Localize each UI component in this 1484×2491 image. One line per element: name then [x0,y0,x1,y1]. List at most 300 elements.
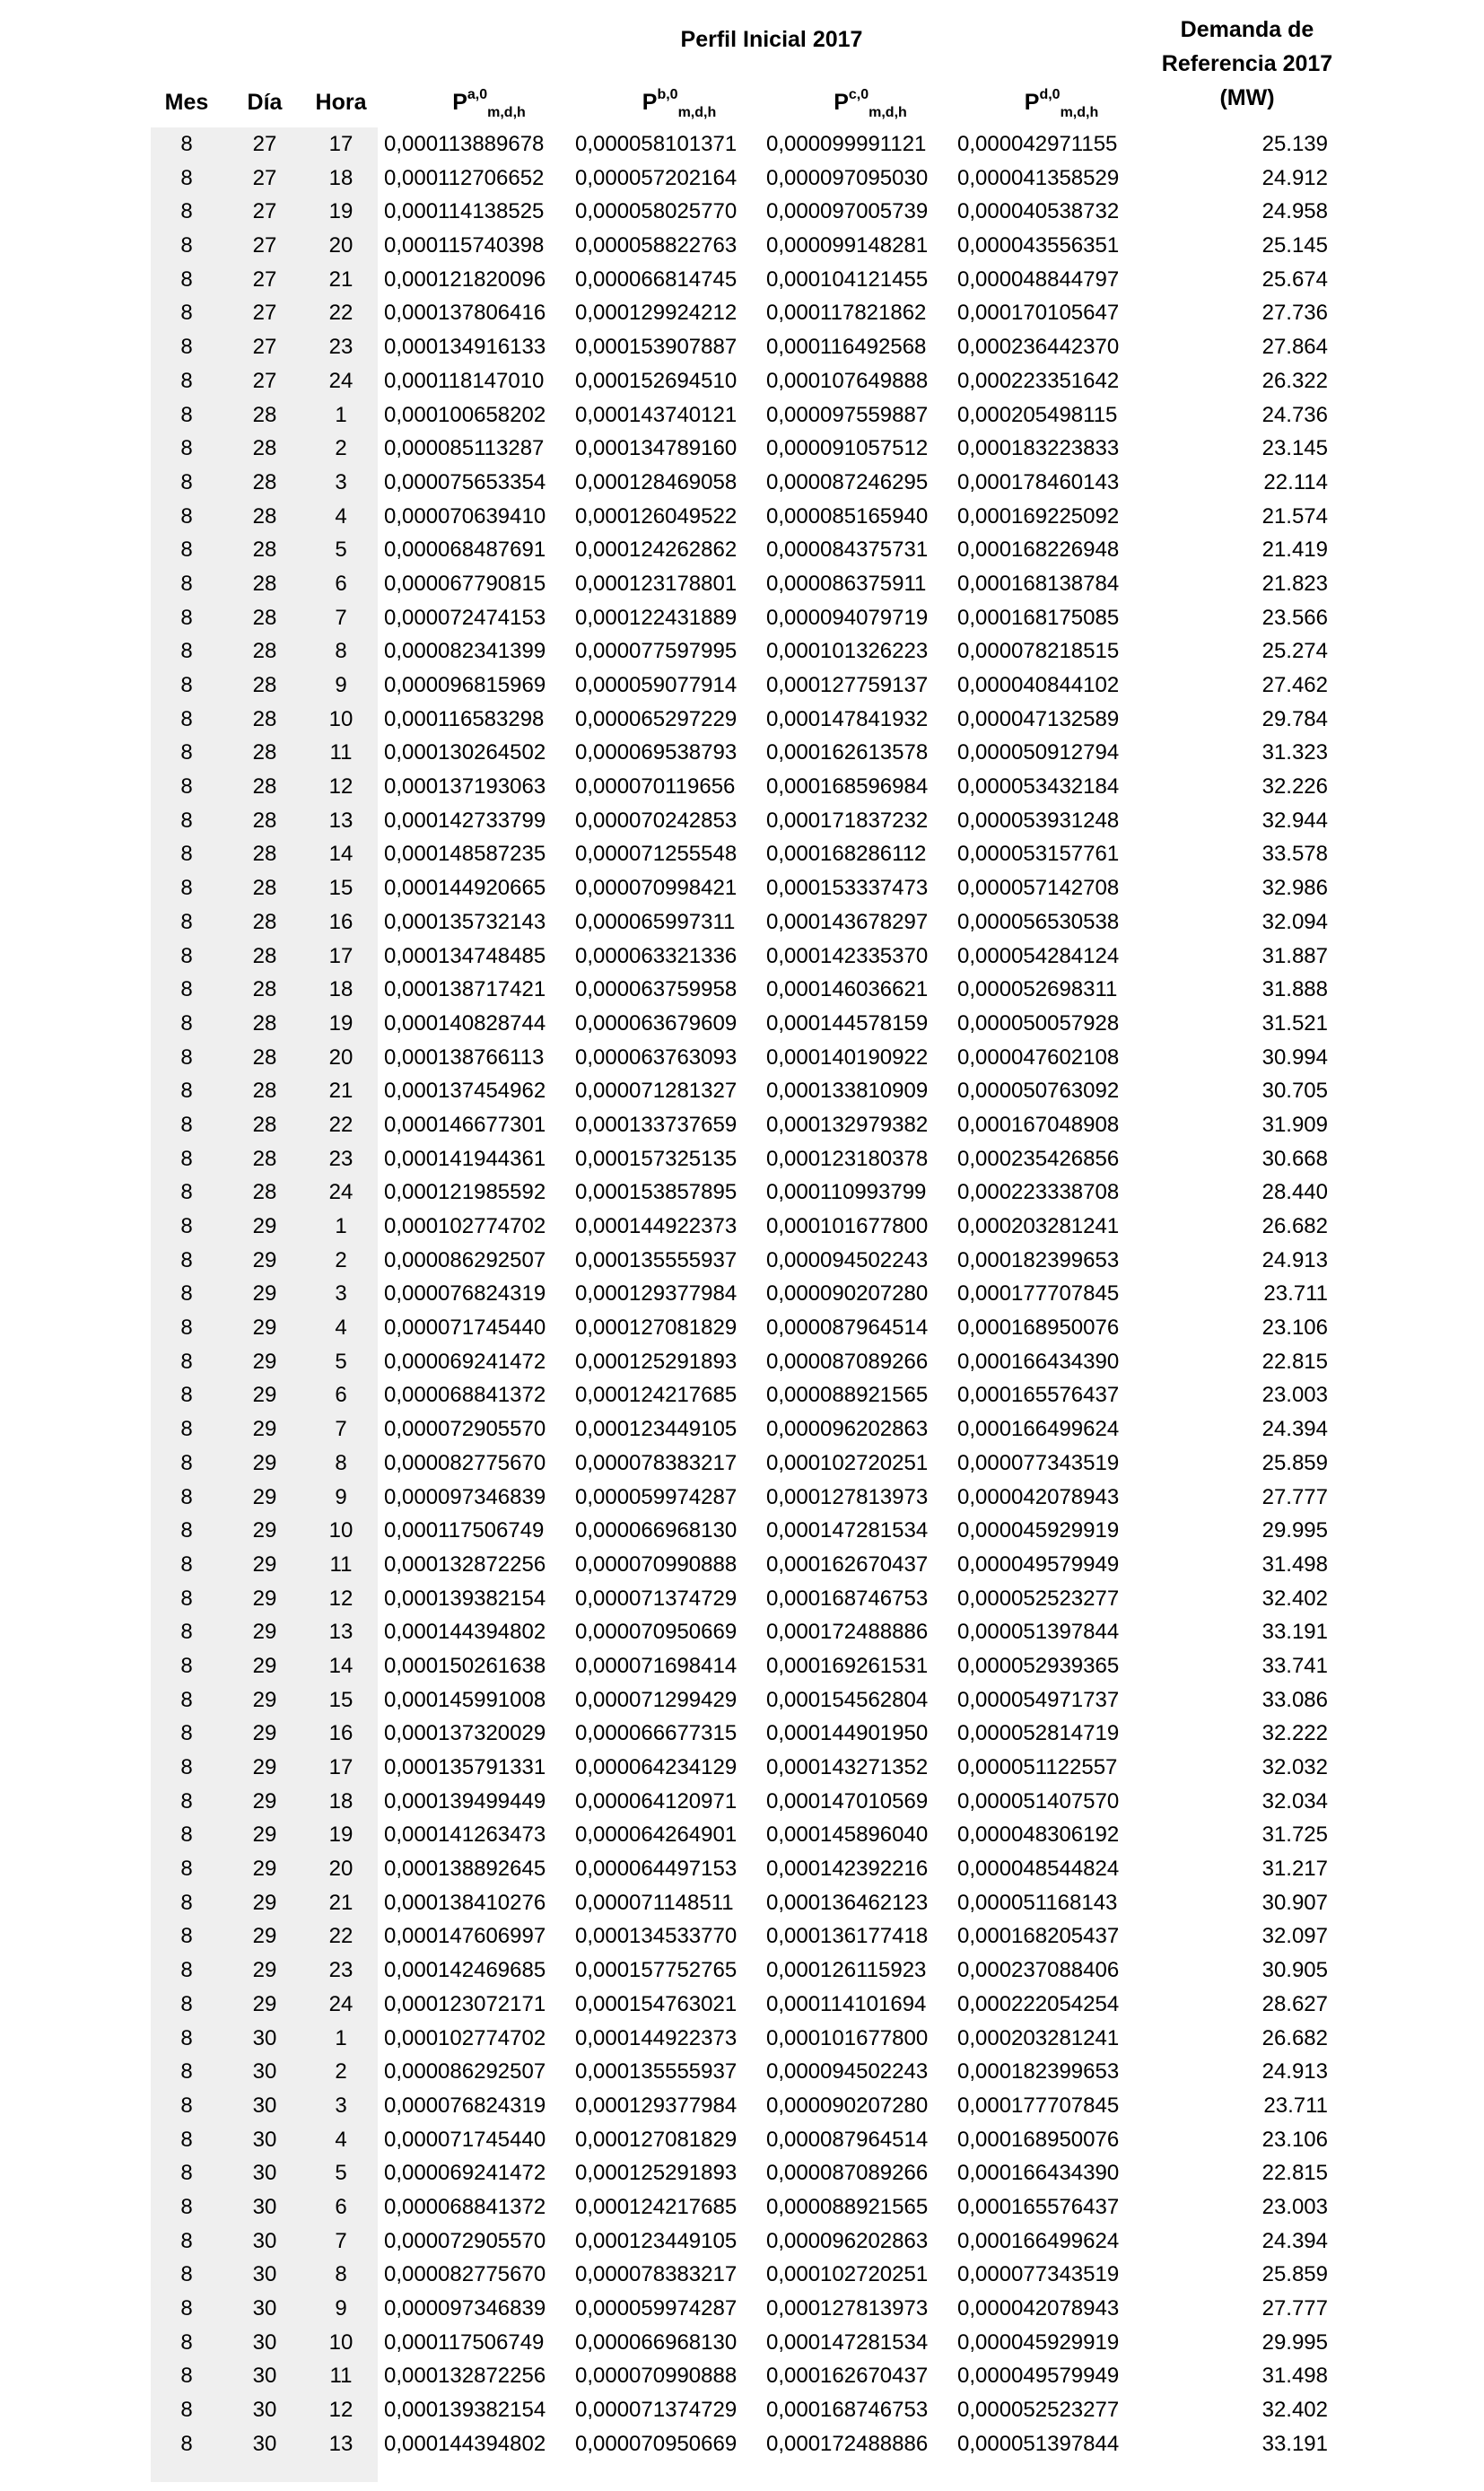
cell-hora: 13 [328,2431,354,2456]
table-row [0,2292,1484,2326]
table-row [0,1649,1484,1683]
cell-pa: 0,000150261638 [384,1653,546,1678]
cell-demanda: 30.705 [1261,1079,1328,1104]
cell-pa: 0,000117506749 [384,2329,545,2355]
cell-mes: 8 [180,402,193,427]
cell-hora: 16 [328,1721,354,1746]
cell-pa: 0,000085113287 [384,436,545,461]
cell-pb: 0,000059974287 [575,1484,738,1509]
table-row [0,669,1484,703]
cell-pa: 0,000140828744 [384,1010,546,1036]
cell-dia: 28 [252,469,277,494]
cell-pc: 0,000090207280 [766,1281,929,1307]
cell-demanda: 24.958 [1261,199,1328,224]
cell-pa: 0,000144394802 [384,2431,546,2456]
cell-pa: 0,000144394802 [384,1620,546,1645]
cell-demanda: 33.086 [1261,1687,1328,1712]
cell-pc: 0,000162613578 [766,740,929,765]
table-row [0,2393,1484,2427]
cell-dia: 28 [252,706,277,731]
cell-mes: 8 [180,706,193,731]
table-row [0,1919,1484,1953]
cell-pd: 0,000051397844 [957,2431,1120,2456]
cell-hora: 9 [335,2296,347,2321]
table-row [0,229,1484,263]
cell-pb: 0,000144922373 [575,2025,738,2050]
cell-pd: 0,000053157761 [957,842,1120,867]
cell-dia: 27 [252,368,277,393]
table-row [0,1041,1484,1075]
cell-pb: 0,000066814745 [575,267,738,292]
cell-pc: 0,000096202863 [766,2228,929,2253]
cell-pb: 0,000157325135 [575,1146,738,1171]
cell-pa: 0,000139382154 [384,2398,546,2423]
cell-pd: 0,000177707845 [957,1281,1120,1307]
cell-pc: 0,000127813973 [766,2296,929,2321]
cell-mes: 8 [180,1010,193,1036]
cell-pa: 0,000086292507 [384,2059,546,2085]
cell-pa: 0,000138410276 [384,1890,546,1915]
cell-pd: 0,000049579949 [957,2364,1120,2389]
cell-demanda: 32.986 [1261,876,1328,901]
table-row [0,837,1484,871]
cell-pc: 0,000091057512 [766,436,929,461]
col-header-dia: Día [247,90,283,115]
cell-mes: 8 [180,1687,193,1712]
cell-pd: 0,000166499624 [957,1417,1120,1442]
p-letter: P [1024,90,1040,115]
cell-pb: 0,000066968130 [575,2329,738,2355]
cell-pc: 0,000087246295 [766,469,929,494]
cell-pc: 0,000087964514 [766,2127,929,2152]
cell-pa: 0,000121820096 [384,267,546,292]
cell-pd: 0,000168226948 [957,538,1120,563]
cell-demanda: 32.402 [1261,2398,1328,2423]
subscript: m,d,h [1060,105,1099,120]
cell-pc: 0,000101677800 [766,1214,929,1238]
cell-pa: 0,000145991008 [384,1687,546,1712]
cell-pb: 0,000123449105 [575,1417,738,1442]
table-row [0,2224,1484,2259]
cell-pb: 0,000123449105 [575,2228,738,2253]
cell-demanda: 30.907 [1261,1890,1328,1915]
cell-mes: 8 [180,1315,193,1341]
table-row [0,703,1484,737]
cell-hora: 24 [328,1180,354,1205]
cell-mes: 8 [180,301,193,326]
cell-dia: 29 [252,1518,277,1543]
cell-pd: 0,000052523277 [957,1586,1120,1611]
cell-mes: 8 [180,605,193,630]
cell-pc: 0,000142335370 [766,943,929,968]
cell-pa: 0,000139499449 [384,1788,546,1814]
cell-hora: 24 [328,1991,354,2016]
table-row [0,1751,1484,1785]
cell-dia: 28 [252,503,277,529]
cell-mes: 8 [180,639,193,664]
cell-dia: 28 [252,842,277,867]
cell-pa: 0,000138766113 [384,1044,545,1070]
cell-pc: 0,000147010569 [766,1788,929,1814]
cell-pa: 0,000134916133 [384,335,546,360]
cell-pc: 0,000096202863 [766,1417,929,1442]
cell-pc: 0,000162670437 [766,1551,929,1577]
cell-pa: 0,000132872256 [384,2364,546,2389]
cell-dia: 28 [252,1010,277,1036]
cell-pd: 0,000178460143 [957,469,1120,494]
cell-mes: 8 [180,1247,193,1272]
cell-mes: 8 [180,2296,193,2321]
cell-mes: 8 [180,1620,193,1645]
cell-hora: 13 [328,1620,354,1645]
cell-dia: 29 [252,1586,277,1611]
cell-pd: 0,000223338708 [957,1180,1120,1205]
cell-pc: 0,000094079719 [766,605,929,630]
cell-demanda: 33.191 [1261,2431,1328,2456]
cell-dia: 29 [252,1214,277,1238]
cell-pb: 0,000134789160 [575,436,738,461]
cell-hora: 1 [335,1214,347,1238]
cell-pc: 0,000147281534 [766,2329,929,2355]
cell-pd: 0,000042078943 [957,1484,1120,1509]
cell-hora: 22 [328,1924,354,1949]
cell-pc: 0,000097559887 [766,402,929,427]
cell-dia: 30 [252,2262,277,2287]
cell-pb: 0,000070950669 [575,1620,738,1645]
cell-pc: 0,000097005739 [766,199,929,224]
cell-hora: 15 [328,876,354,901]
table-row [0,1412,1484,1447]
cell-pb: 0,000070950669 [575,2431,738,2456]
cell-demanda: 31.887 [1261,943,1328,968]
cell-pb: 0,000070242853 [575,808,738,833]
col-header-pb [585,88,773,120]
cell-pd: 0,000057142708 [957,876,1120,901]
cell-pc: 0,000147281534 [766,1518,929,1543]
cell-pb: 0,000066968130 [575,1518,738,1543]
cell-pa: 0,000070639410 [384,503,546,529]
cell-mes: 8 [180,943,193,968]
cell-mes: 8 [180,1890,193,1915]
cell-pd: 0,000053931248 [957,808,1120,833]
cell-pb: 0,000071299429 [575,1687,738,1712]
table-row [0,364,1484,398]
cell-demanda: 22.114 [1263,469,1328,494]
cell-pb: 0,000065997311 [575,909,736,934]
cell-pa: 0,000097346839 [384,2296,546,2321]
cell-hora: 9 [335,673,347,697]
table-row [0,1582,1484,1616]
cell-pa: 0,000135732143 [384,909,546,934]
cell-pd: 0,000169225092 [957,503,1120,529]
cell-pd: 0,000203281241 [957,2025,1120,2050]
table-row [0,804,1484,838]
cell-dia: 30 [252,2228,277,2253]
cell-demanda: 26.322 [1261,368,1328,393]
cell-pd: 0,000166499624 [957,2228,1120,2253]
cell-dia: 30 [252,2364,277,2389]
cell-demanda: 22.815 [1261,1349,1328,1374]
table-row [0,2123,1484,2157]
cell-dia: 28 [252,673,277,697]
cell-pb: 0,000133737659 [575,1112,738,1137]
table-row [0,1108,1484,1142]
cell-dia: 27 [252,335,277,360]
cell-pd: 0,000236442370 [957,335,1120,360]
cell-pc: 0,000142392216 [766,1857,929,1882]
cell-dia: 30 [252,2194,277,2219]
cell-dia: 30 [252,2296,277,2321]
cell-pd: 0,000223351642 [957,368,1120,393]
cell-hora: 1 [335,402,347,427]
cell-pc: 0,000126115923 [766,1958,927,1983]
cell-demanda: 23.106 [1261,2127,1328,2152]
cell-demanda: 25.145 [1261,233,1328,258]
cell-pc: 0,000172488886 [766,2431,929,2456]
cell-dia: 30 [252,2059,277,2085]
cell-hora: 18 [328,165,354,190]
cell-dia: 29 [252,1788,277,1814]
cell-hora: 17 [328,943,354,968]
table-row [0,162,1484,196]
cell-dia: 28 [252,1079,277,1104]
table-row [0,2258,1484,2292]
cell-mes: 8 [180,199,193,224]
cell-demanda: 27.777 [1261,1484,1328,1509]
table-row [0,1953,1484,1988]
cell-pc: 0,000169261531 [766,1653,929,1678]
cell-pb: 0,000129377984 [575,2093,738,2118]
cell-demanda: 32.094 [1261,909,1328,934]
cell-pd: 0,000054971737 [957,1687,1120,1712]
cell-dia: 29 [252,1450,277,1475]
cell-pc: 0,000162670437 [766,2364,929,2389]
cell-pa: 0,000141263473 [384,1822,546,1848]
cell-pa: 0,000116583298 [384,706,545,731]
cell-mes: 8 [180,132,193,156]
cell-demanda: 22.815 [1261,2161,1328,2186]
cell-pb: 0,000059077914 [575,673,738,697]
cell-mes: 8 [180,2161,193,2186]
cell-pd: 0,000040844102 [957,673,1120,697]
cell-mes: 8 [180,2262,193,2287]
cell-demanda: 27.736 [1261,301,1328,326]
cell-dia: 27 [252,199,277,224]
cell-dia: 29 [252,1349,277,1374]
table-row [0,601,1484,635]
cell-pd: 0,000168950076 [957,1315,1120,1341]
cell-dia: 30 [252,2431,277,2456]
cell-hora: 2 [335,436,347,461]
table-row [0,1345,1484,1379]
cell-pd: 0,000045929919 [957,2329,1120,2355]
table-row [0,1615,1484,1649]
cell-hora: 2 [335,2059,347,2085]
cell-dia: 29 [252,1822,277,1848]
cell-pb: 0,000154763021 [575,1991,738,2016]
table-row [0,2427,1484,2461]
cell-pd: 0,000166434390 [957,2161,1120,2186]
table-row [0,1074,1484,1108]
cell-demanda: 26.682 [1261,2025,1328,2050]
cell-pd: 0,000177707845 [957,2093,1120,2118]
cell-pb: 0,000152694510 [575,368,738,393]
cell-pa: 0,000144920665 [384,876,546,901]
cell-mes: 8 [180,233,193,258]
cell-pd: 0,000050912794 [957,740,1120,765]
cell-demanda: 27.777 [1261,2296,1328,2321]
p-letter: P [452,90,467,115]
cell-mes: 8 [180,1586,193,1611]
table-row [0,2156,1484,2190]
cell-pb: 0,000066677315 [575,1721,738,1746]
cell-hora: 21 [328,267,354,292]
table-row [0,263,1484,297]
cell-pa: 0,000102774702 [384,1214,546,1238]
cell-mes: 8 [180,436,193,461]
table-row [0,296,1484,330]
cell-pc: 0,000168746753 [766,2398,929,2423]
table-row [0,736,1484,770]
cell-demanda: 29.784 [1261,706,1328,731]
cell-hora: 10 [328,706,354,731]
cell-pd: 0,000168205437 [957,1924,1120,1949]
cell-hora: 21 [328,1079,354,1104]
cell-pd: 0,000235426856 [957,1146,1120,1171]
cell-hora: 4 [335,2127,347,2152]
cell-dia: 28 [252,639,277,664]
cell-pa: 0,000130264502 [384,740,546,765]
cell-dia: 29 [252,1857,277,1882]
subscript: m,d,h [869,105,907,120]
cell-pd: 0,000077343519 [957,1450,1120,1475]
cell-pc: 0,000144901950 [766,1721,929,1746]
cell-demanda: 21.574 [1261,503,1328,529]
cell-hora: 22 [328,301,354,326]
table-title: Perfil Inicial 2017 [680,27,863,52]
table-row [0,1244,1484,1278]
cell-pb: 0,000125291893 [575,2161,738,2186]
cell-mes: 8 [180,1924,193,1949]
cell-mes: 8 [180,774,193,800]
cell-pa: 0,000102774702 [384,2025,546,2050]
cell-demanda: 31.725 [1261,1822,1328,1848]
cell-pd: 0,000048306192 [957,1822,1120,1848]
cell-hora: 4 [335,503,347,529]
cell-mes: 8 [180,538,193,563]
cell-dia: 28 [252,909,277,934]
cell-pb: 0,000078383217 [575,2262,738,2287]
cell-dia: 29 [252,1721,277,1746]
cell-pc: 0,000136177418 [766,1924,929,1949]
table-row [0,1142,1484,1176]
cell-mes: 8 [180,2329,193,2355]
cell-demanda: 23.711 [1263,2093,1328,2118]
cell-pb: 0,000157752765 [575,1958,738,1983]
table-row [0,567,1484,601]
cell-pb: 0,000128469058 [575,469,738,494]
cell-hora: 22 [328,1112,354,1137]
cell-pb: 0,000124217685 [575,1383,738,1408]
cell-pb: 0,000123178801 [575,571,738,596]
cell-mes: 8 [180,1112,193,1137]
cell-demanda: 24.736 [1261,402,1328,427]
table-row [0,533,1484,567]
cell-pc: 0,000088921565 [766,2194,929,2219]
table-row [0,500,1484,534]
cell-pd: 0,000170105647 [957,301,1120,326]
cell-pd: 0,000049579949 [957,1551,1120,1577]
p-letter: P [642,90,658,115]
cell-hora: 9 [335,1484,347,1509]
cell-dia: 29 [252,1247,277,1272]
cell-pd: 0,000052698311 [957,977,1118,1002]
cell-pd: 0,000167048908 [957,1112,1120,1137]
cell-pb: 0,000069538793 [575,740,738,765]
cell-demanda: 23.003 [1261,1383,1328,1408]
cell-mes: 8 [180,1349,193,1374]
table-row [0,2055,1484,2089]
cell-demanda: 33.741 [1261,1653,1328,1678]
table-row [0,330,1484,364]
cell-pa: 0,000072474153 [384,605,546,630]
cell-dia: 28 [252,943,277,968]
table-row [0,940,1484,974]
cell-hora: 14 [328,842,354,867]
cell-pc: 0,000114101694 [766,1991,927,2016]
cell-dia: 28 [252,538,277,563]
cell-pc: 0,000172488886 [766,1620,929,1645]
cell-demanda: 23.566 [1261,605,1328,630]
cell-hora: 6 [335,2194,347,2219]
table-row [0,1277,1484,1311]
cell-pc: 0,000143678297 [766,909,929,934]
cell-pd: 0,000052814719 [957,1721,1120,1746]
cell-pc: 0,000102720251 [766,2262,929,2287]
cell-hora: 2 [335,1247,347,1272]
cell-demanda: 23.003 [1261,2194,1328,2219]
cell-hora: 13 [328,808,354,833]
cell-demanda: 25.859 [1261,1450,1328,1475]
cell-pd: 0,000056530538 [957,909,1120,934]
cell-dia: 28 [252,1146,277,1171]
cell-dia: 28 [252,1112,277,1137]
cell-pc: 0,000127813973 [766,1484,929,1509]
cell-pc: 0,000154562804 [766,1687,929,1712]
cell-dia: 29 [252,1687,277,1712]
cell-dia: 27 [252,267,277,292]
cell-pb: 0,000134533770 [575,1924,738,1949]
cell-pa: 0,000137454962 [384,1079,546,1104]
cell-demanda: 32.226 [1261,774,1328,800]
cell-dia: 30 [252,2161,277,2186]
cell-mes: 8 [180,1484,193,1509]
cell-dia: 30 [252,2127,277,2152]
cell-pd: 0,000182399653 [957,1247,1120,1272]
cell-demanda: 29.995 [1261,2329,1328,2355]
cell-mes: 8 [180,469,193,494]
cell-hora: 14 [328,1653,354,1678]
cell-pa: 0,000137320029 [384,1721,546,1746]
cell-mes: 8 [180,1991,193,2016]
cell-mes: 8 [180,673,193,697]
cell-pa: 0,000100658202 [384,402,546,427]
cell-pa: 0,000123072171 [384,1991,546,2016]
cell-dia: 28 [252,876,277,901]
p-letter: P [834,90,849,115]
cell-dia: 28 [252,977,277,1002]
cell-demanda: 25.674 [1261,267,1328,292]
